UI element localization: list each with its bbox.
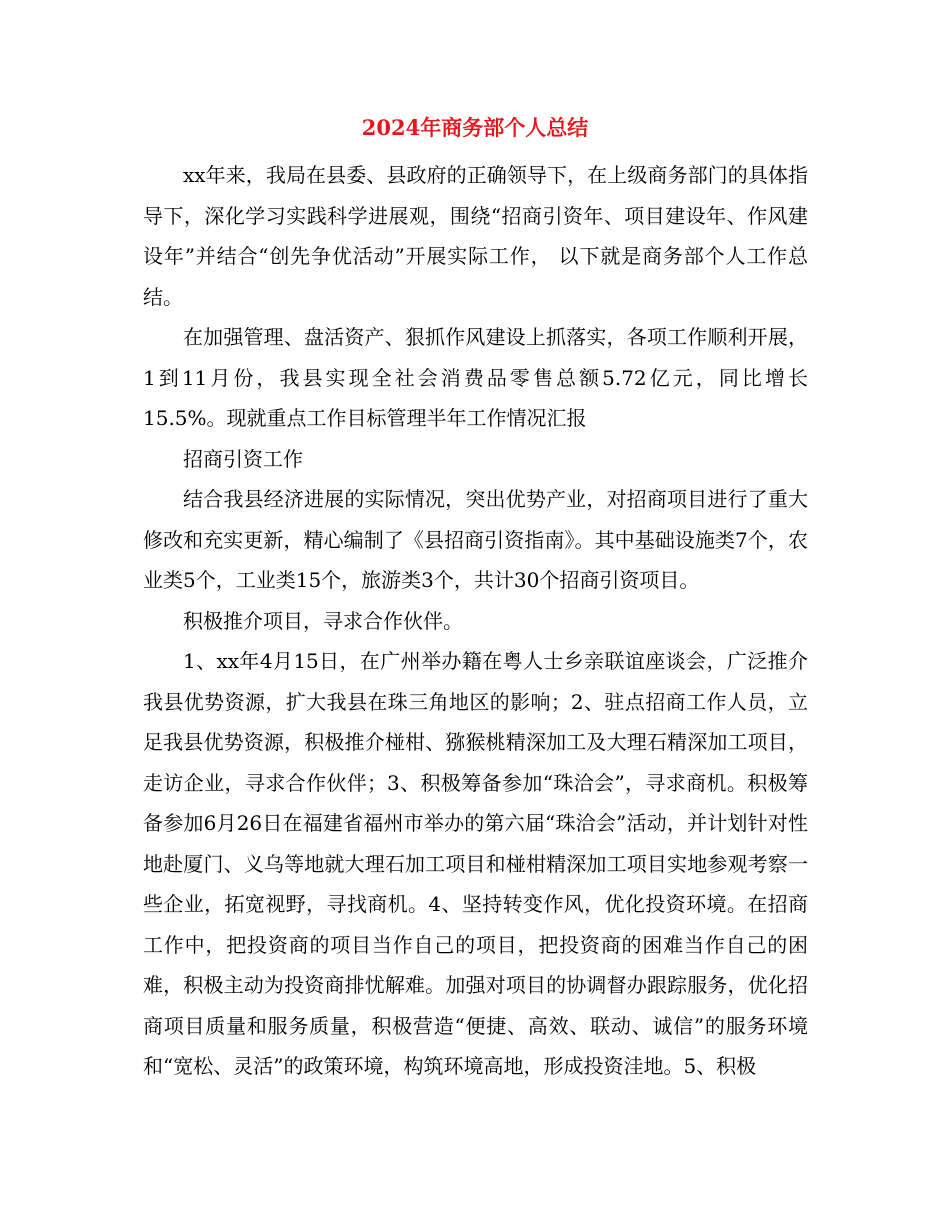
paragraph-investment-guide: 结合我县经济进展的实际情况，突出优势产业，对招商项目进行了重大修改和充实更新，精心编制了《县招商引资指南》。其中基础设施类7个，农业类5个，工业类15个，旅游类3个，共计30个招商引资项目。 bbox=[143, 487, 808, 592]
paragraph-intro: xx年来，我局在县委、县政府的正确领导下，在上级商务部门的具体指导下，深化学习实践科学进展观，围绕“招商引资年、项目建设年、作风建设年”并结合“创先争优活动”开展实际工作， 以下就是商务部个人工作总结。 bbox=[143, 163, 808, 309]
document-title: 2024年商务部个人总结 bbox=[361, 115, 589, 140]
paragraph-activities: 1、xx年4月15日，在广州举办籍在粤人士乡亲联谊座谈会，广泛推介我县优势资源，扩大我县在珠三角地区的影响；2、驻点招商工作人员，立足我县优势资源，积极推介椪柑、猕猴桃精深加工及大理石精深加工项目，走访企业，寻求合作伙伴；3、积极筹备参加“珠洽会”，寻求商机。积极筹备参加6月26日在福建省福州市举办的第六届“珠洽会”活动，并计划针对性地赴厦门、义乌等地就大理石加工项目和椪柑精深加工项目实地参观考察一些企业，拓宽视野，寻找商机。4、坚持转变作风，优化投资环境。在招商工作中，把投资商的项目当作自己的项目，把投资商的困难当作自己的困难，积极主动为投资商排忧解难。加强对项目的协调督办跟踪服务，优化招商项目质量和服务质量，积极营造“便捷、高效、联动、诚信”的服务环境和“宽松、灵活”的政策环境，构筑环境高地，形成投资洼地。5、积极 bbox=[143, 649, 808, 1078]
paragraph-overview: 在加强管理、盘活资产、狠抓作风建设上抓落实，各项工作顺利开展，1到11月份，我县实现全社会消费品零售总额5.72亿元，同比增长15.5%。现就重点工作目标管理半年工作情况汇报 bbox=[143, 325, 808, 430]
section-heading-investment: 招商引资工作 bbox=[183, 446, 303, 471]
document-body bbox=[143, 155, 808, 1087]
paragraph-promotion: 积极推介项目，寻求合作伙伴。 bbox=[183, 608, 463, 633]
